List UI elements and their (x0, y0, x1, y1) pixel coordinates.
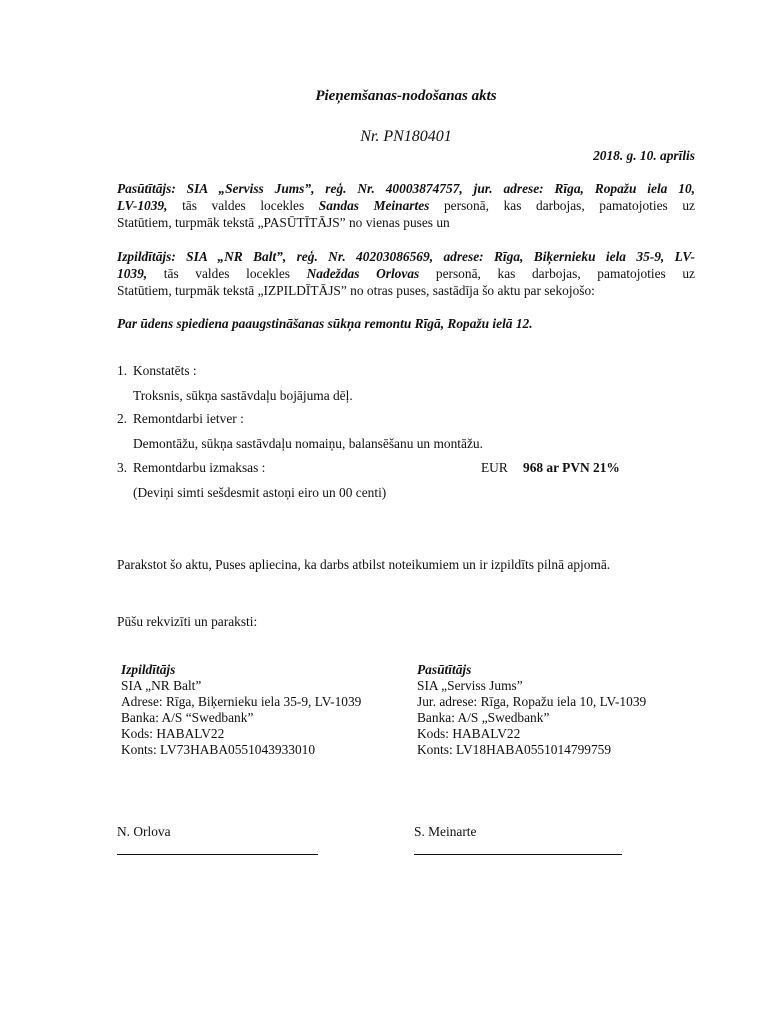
customer-basis-text: personā, kas darbojas, pamatojoties uz (443, 198, 695, 213)
customer-role-text: tās valdes locekles (182, 198, 305, 213)
contractor-address: Adrese: Rīga, Biķernieku iela 35-9, LV-1039 (121, 694, 362, 709)
item-3-number: 3. (117, 460, 128, 475)
requisites-heading: Pūšu rekvizīti un paraksti: (117, 614, 258, 629)
customer-requisites-heading: Pasūtītājs (417, 662, 472, 677)
item-3-label: Remontdarbu izmaksas : (133, 460, 266, 475)
document-date: 2018. g. 10. aprīlis (593, 148, 695, 163)
item-2-detail: Demontāžu, sūkņa sastāvdaļu nomaiņu, balansēšanu un montāžu. (133, 436, 483, 451)
contractor-account: Konts: LV73HABA0551043933010 (121, 742, 316, 757)
customer-line-3: Statūtiem, turpmāk tekstā „PASŪTĪTĀJS” no vienas puses un (117, 215, 450, 230)
contractor-line-2 (117, 265, 695, 282)
document-title: Pieņemšanas-nodošanas akts (315, 88, 497, 104)
customer-line-1: Pasūtītājs: SIA „Serviss Jums”, reģ. Nr. 40003874757, jur. adrese: Rīga, Ropažu iela 10, (117, 181, 695, 196)
customer-bank: Banka: A/S „Swedbank” (417, 710, 550, 725)
customer-bank-code: Kods: HABALV22 (417, 726, 521, 741)
amount-value: 968 ar PVN 21% (523, 460, 620, 475)
contractor-line-3: Statūtiem, turpmāk tekstā „IZPILDĪTĀJS” no otras puses, sastādīja šo aktu par sekojošo: (117, 283, 595, 298)
customer-postcode: LV-1039, (117, 198, 168, 213)
contractor-basis-text: personā, kas darbojas, pamatojoties uz (435, 266, 695, 281)
contractor-paragraph (117, 248, 695, 299)
item-2-number: 2. (117, 411, 128, 426)
item-1-label: Konstatēts : (133, 363, 197, 378)
contractor-signatory: N. Orlova (117, 824, 171, 839)
item-1-number: 1. (117, 363, 128, 378)
contractor-postcode: 1039, (117, 266, 148, 281)
customer-paragraph (117, 180, 695, 231)
customer-signature-line (414, 854, 622, 855)
customer-requisites (417, 661, 646, 757)
customer-company-name: SIA „Serviss Jums” (417, 678, 523, 693)
item-2-label: Remontdarbi ietver : (133, 411, 244, 426)
contractor-signature-line (117, 854, 318, 855)
contractor-representative: Nadeždas Orlovas (306, 266, 420, 281)
customer-representative: Sandas Meinartes (318, 198, 430, 213)
confirmation-text: Parakstot šo aktu, Puses apliecina, ka darbs atbilst noteikumiem un ir izpildīts pilnā apjomā. (117, 557, 611, 572)
customer-signatory: S. Meinarte (414, 824, 477, 839)
contractor-company-name: SIA „NR Balt” (121, 678, 202, 693)
contractor-bank-code: Kods: HABALV22 (121, 726, 225, 741)
customer-line-2 (117, 197, 695, 214)
amount-currency: EUR (481, 460, 508, 475)
contractor-requisites-heading: Izpildītājs (121, 662, 176, 677)
act-subject: Par ūdens spiediena paaugstināšanas sūkņa remontu Rīgā, Ropažu ielā 12. (117, 316, 533, 331)
item-1-detail: Troksnis, sūkņa sastāvdaļu bojājuma dēļ. (133, 388, 353, 403)
document-number: Nr. PN180401 (360, 128, 452, 145)
contractor-role-text: tās valdes locekles (163, 266, 290, 281)
customer-address: Jur. adrese: Rīga, Ropažu iela 10, LV-1039 (417, 694, 647, 709)
contractor-requisites (121, 661, 361, 757)
contractor-bank: Banka: A/S “Swedbank” (121, 710, 254, 725)
customer-account: Konts: LV18HABA0551014799759 (417, 742, 612, 757)
item-3-detail: (Deviņi simti sešdesmit astoņi eiro un 00 centi) (133, 485, 387, 500)
contractor-line-1: Izpildītājs: SIA „NR Balt”, reģ. Nr. 40203086569, adrese: Rīga, Biķernieku iela 35-9, LV- (117, 249, 695, 264)
